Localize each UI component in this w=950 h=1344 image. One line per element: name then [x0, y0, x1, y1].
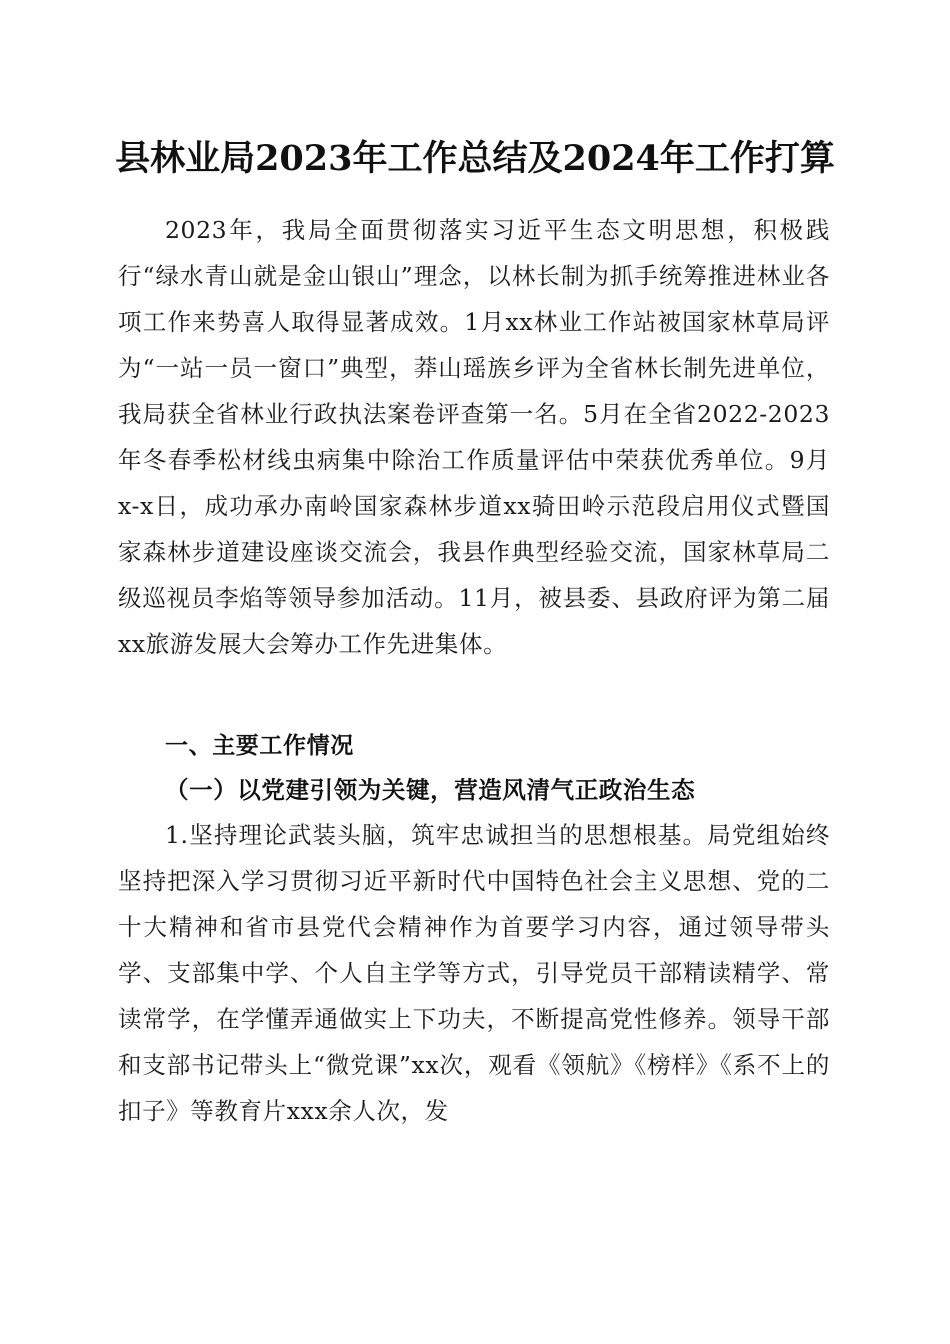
body-paragraph: 1.坚持理论武装头脑，筑牢忠诚担当的思想根基。局党组始终坚持把深入学习贯彻习近平新时代中国特色社会主义思想、党的二十大精神和省市县党代会精神作为首要学习内容，通过领导带头学、支部集中学、个人自主学等方式，引导党员干部精读精学、常读常学，在学懂弄通做实上下功夫，不断提高党性修养。领导干部和支部书记带头上“微党课”xx次，观看《领航》《榜样》《系不上的扣子》等教育片xxx余人次，发	[118, 821, 830, 1125]
intro-paragraph: 2023年，我局全面贯彻落实习近平生态文明思想，积极践行“绿水青山就是金山银山”理念，以林长制为抓手统筹推进林业各项工作来势喜人取得显著成效。1月xx林业工作站被国家林草局评为“一站一员一窗口”典型，莽山瑶族乡评为全省林长制先进单位，我局获全省林业行政执法案卷评查第一名。5月在全省2022-2023年冬春季松材线虫病集中除治工作质量评估中荣获优秀单位。9月x-x日，成功承办南岭国家森林步道xx骑田岭示范段启用仪式暨国家森林步道建设座谈交流会，我县作典型经验交流，国家林草局二级巡视员李焰等领导参加活动。11月，被县委、县政府评为第二届xx旅游发展大会筹办工作先进集体。	[118, 216, 830, 658]
document-title: 县林业局2023年工作总结及2024年工作打算	[115, 138, 835, 179]
section-heading: 一、主要工作情况	[165, 733, 354, 759]
subsection-heading: （一）以党建引领为关键，营造风清气正政治生态	[165, 776, 696, 804]
